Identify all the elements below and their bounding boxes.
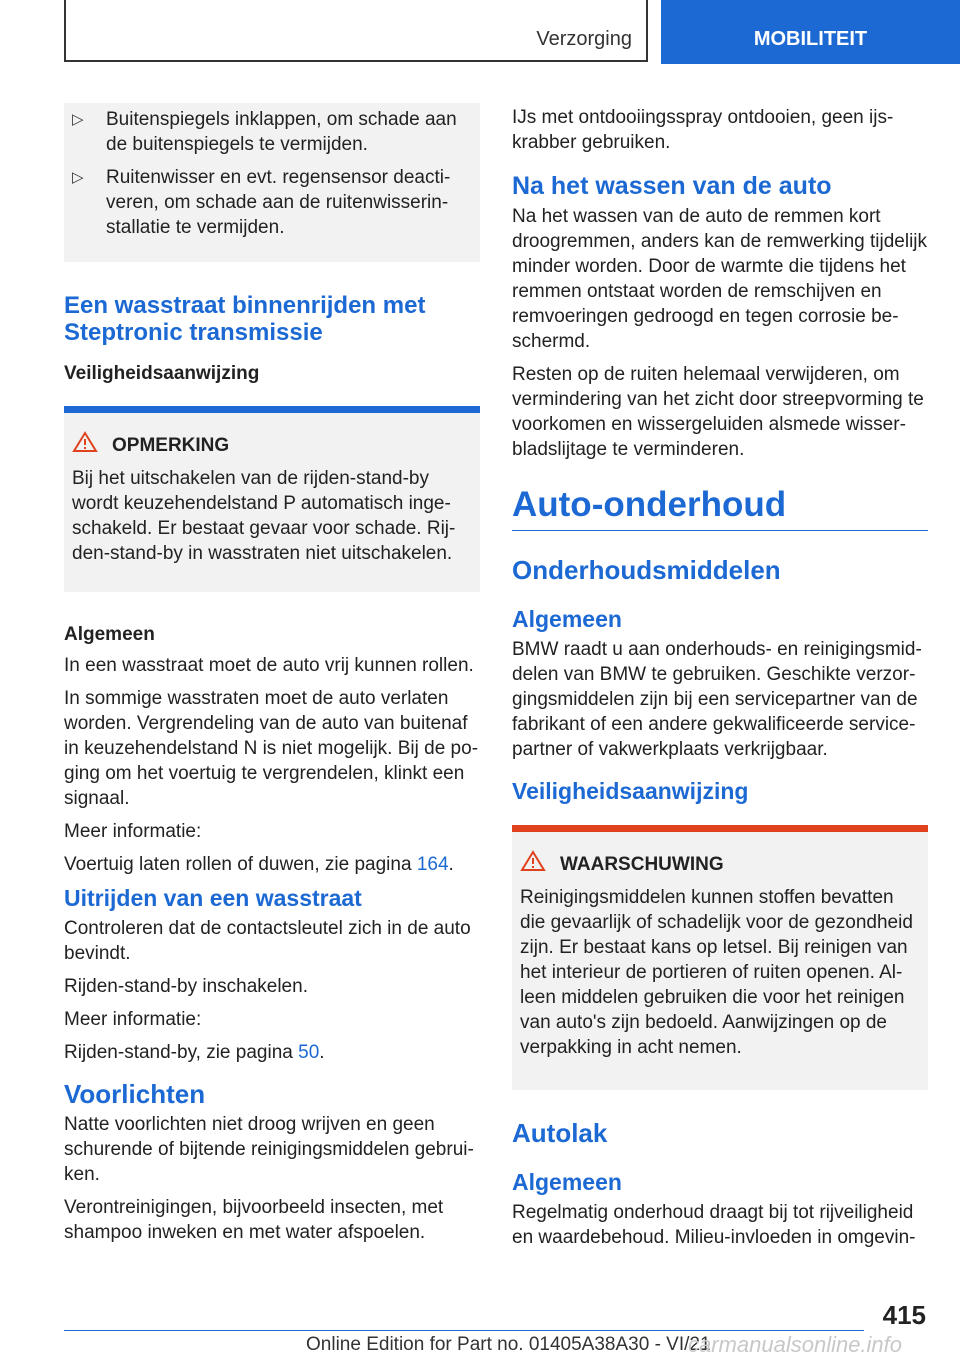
page-reference: Rijden-stand-by, zie pagina 50. bbox=[64, 1042, 325, 1063]
header-section-box bbox=[64, 0, 648, 62]
page-number: 415 bbox=[882, 1300, 926, 1330]
care-products-heading: Onderhoudsmiddelen bbox=[512, 555, 781, 585]
warning-title bbox=[520, 850, 920, 879]
note-title-text: OPMERKING bbox=[112, 435, 230, 456]
reference-text: Rijden-stand-by, zie pagina bbox=[64, 1042, 293, 1063]
after-wash-heading: Na het wassen van de auto bbox=[512, 172, 832, 200]
note-box bbox=[64, 406, 480, 592]
footer-edition: Online Edition for Part no. 01405A38A30 - VI/21 bbox=[306, 1334, 711, 1355]
exit-paragraph-2: Rijden-stand-by inschakelen. bbox=[64, 976, 308, 997]
exit-heading: Uitrijden van een wasstraat bbox=[64, 885, 362, 911]
reference-text: Voertuig laten rollen of duwen, zie pagina bbox=[64, 854, 412, 875]
right-column bbox=[512, 105, 928, 1258]
general-paragraph-1: In een wasstraat moet de auto vrij kunnen rollen. bbox=[64, 655, 474, 676]
safety-label: Veiligheidsaanwijzing bbox=[64, 363, 260, 384]
watermark: carmanualsonline.info bbox=[688, 1332, 903, 1357]
general-heading: Algemeen bbox=[512, 606, 622, 632]
safety-heading: Veiligheidsaanwijzing bbox=[512, 778, 749, 804]
more-info-label: Meer informatie: bbox=[64, 821, 202, 842]
list-item-text: Buitenspiegels inklappen, om schade aan de buitenspiegels te vermijden. bbox=[106, 109, 457, 155]
general-paragraph-2: In sommige wasstraten moet de auto verlaten worden. Vergrendeling van de auto van buitenaf in keuzehendelstand N is niet mogelijk. Bij de poging om het voertuig te vergrendelen, klinkt een signaal. bbox=[64, 688, 479, 809]
headlights-heading: Voorlichten bbox=[64, 1079, 206, 1109]
continued-paragraph: IJs met ontdooiingsspray ontdooien, geen ijskrabber gebruiken. bbox=[512, 107, 894, 153]
page-link[interactable]: 164 bbox=[416, 854, 449, 875]
warning-triangle-icon bbox=[72, 431, 112, 460]
header-tab-label: MOBILITEIT bbox=[753, 28, 868, 50]
header-tab-mobiliteit[interactable] bbox=[661, 0, 960, 64]
warning-text: Reinigingsmiddelen kunnen stoffen bevatten die gevaarlijk of schadelijk voor de gezondheid zijn. Er bestaat kans op letsel. Bij reinigen van het interieur de portieren of ruiten openen. Alleen middelen gebruiken die voor het reinigen van auto's zijn bedoeld. Aanwijzingen op de verpakking in acht nemen. bbox=[520, 887, 913, 1058]
warning-triangle-icon bbox=[520, 850, 560, 879]
page-reference: Voertuig laten rollen of duwen, zie pagina 164. bbox=[64, 854, 454, 875]
list-item bbox=[72, 165, 470, 240]
exit-paragraph-1: Controleren dat de contactsleutel zich in de auto bevindt. bbox=[64, 918, 471, 964]
footer-divider bbox=[64, 1330, 864, 1331]
paint-general-heading: Algemeen bbox=[512, 1169, 622, 1195]
page-link[interactable]: 50 bbox=[298, 1042, 320, 1063]
header-section-title: Verzorging bbox=[536, 28, 632, 50]
care-paragraph: BMW raadt u aan onderhouds- en reinigingsmiddelen van BMW te gebruiken. Geschikte verzorgingsmiddelen zijn bij een servicepartner van de fabrikant of een andere gekwalificeerde servicepartner of vakwerkplaats verkrijgbaar. bbox=[512, 639, 922, 760]
chapter-title: Auto-onderhoud bbox=[512, 484, 928, 531]
warning-box bbox=[512, 825, 928, 1090]
after-wash-paragraph-2: Resten op de ruiten helemaal verwijderen, om vermindering van het zicht door streepvorming te voorkomen en wissergeluiden alsmede wisserbladslijtage te verminderen. bbox=[512, 364, 924, 460]
headlights-paragraph-1: Natte voorlichten niet droog wrijven en geen schurende of bijtende reinigingsmiddelen gebruiken. bbox=[64, 1114, 474, 1185]
note-title bbox=[72, 431, 472, 460]
headlights-paragraph-2: Verontreinigingen, bijvoorbeeld insecten, met shampoo inweken en met water afspoelen. bbox=[64, 1197, 444, 1243]
general-label: Algemeen bbox=[64, 624, 155, 645]
triangle-bullet-icon: ▷ bbox=[72, 169, 84, 186]
bullet-box bbox=[64, 103, 480, 262]
left-column bbox=[64, 103, 480, 1253]
more-info-label: Meer informatie: bbox=[64, 1009, 202, 1030]
list-item bbox=[72, 107, 470, 157]
warning-title-text: WAARSCHUWING bbox=[560, 854, 724, 875]
paint-paragraph: Regelmatig onderhoud draagt bij tot rijveiligheid en waardebehoud. Milieu-invloeden in omgevin- bbox=[512, 1202, 916, 1248]
note-text: Bij het uitschakelen van de rijden-stand-by wordt keuzehendelstand P automatisch ingeschakeld. Er bestaat gevaar voor schade. Rijden-stand-by in wasstraten niet uitschakelen. bbox=[72, 468, 456, 564]
triangle-bullet-icon: ▷ bbox=[72, 111, 84, 128]
list-item-text: Ruitenwisser en evt. regensensor deactiveren, om schade aan de ruitenwisserinstallatie te vermijden. bbox=[106, 167, 451, 238]
after-wash-paragraph-1: Na het wassen van de auto de remmen kort droogremmen, anders kan de remwerking tijdelijk minder worden. Door de warmte die tijdens het remmen ontstaat worden de remschijven en remvoeringen gedroogd en tegen corrosie beschermd. bbox=[512, 206, 928, 352]
paint-heading: Autolak bbox=[512, 1118, 608, 1148]
steptronic-heading: Een wasstraat binnenrijden met Steptronic transmissie bbox=[64, 292, 426, 346]
